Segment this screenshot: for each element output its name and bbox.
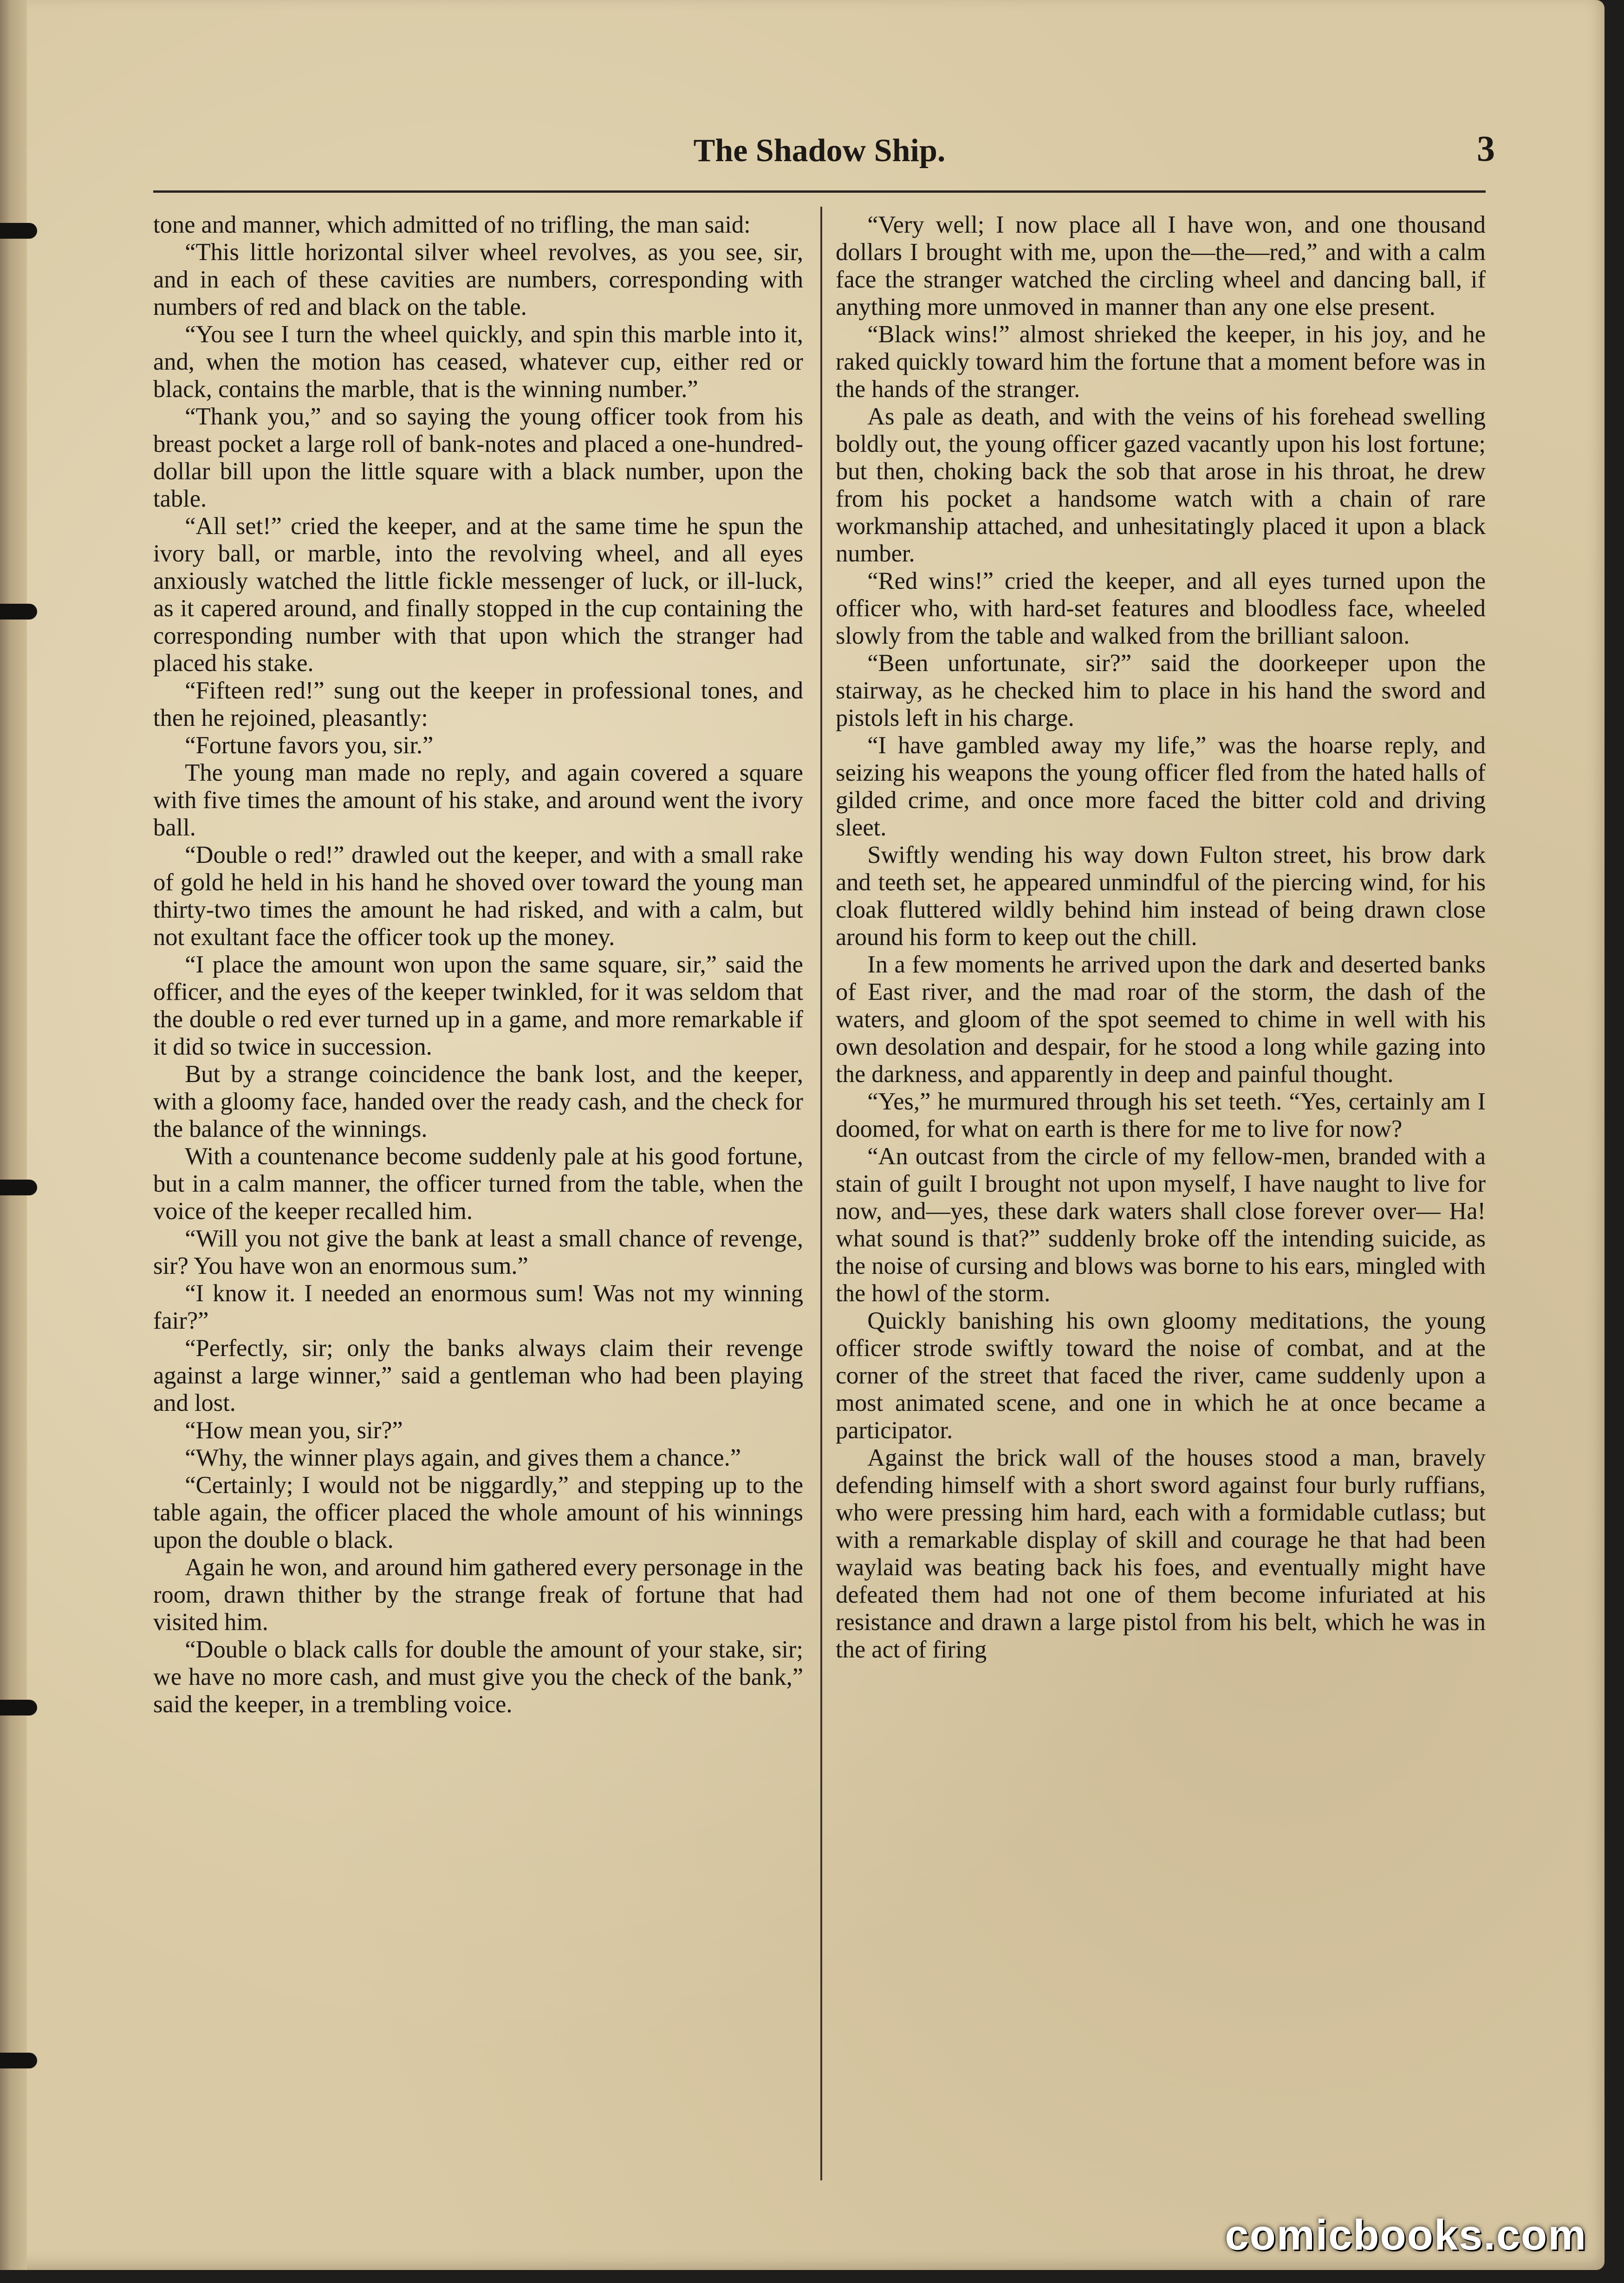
- paragraph: “Thank you,” and so saying the young officer took from his breast pocket a large roll of bank-notes and placed a one-hundred-dollar bill upon the little square with a black number, upon the table.: [153, 403, 803, 512]
- running-title: The Shadow Ship.: [693, 133, 946, 169]
- paragraph: But by a strange coincidence the bank lost, and the keeper, with a gloomy face, handed over the ready cash, and the check for the balance of the winnings.: [153, 1061, 803, 1142]
- paragraph: “You see I turn the wheel quickly, and spin this marble into it, and, when the motion has ceased, whatever cup, either red or black, contains the marble, that is the winning number.”: [153, 321, 803, 403]
- paragraph: “Double o red!” drawled out the keeper, and with a small rake of gold he held in his hand he shoved over toward the young man thirty-two times the amount he had risked, and with a calm, but not exultant face the officer took up the money.: [153, 841, 803, 951]
- paragraph: “Perfectly, sir; only the banks always claim their revenge against a large winner,” said a gentleman who had been playing and lost.: [153, 1335, 803, 1416]
- paragraph: “Black wins!” almost shrieked the keeper, in his joy, and he raked quickly toward him the fortune that a moment before was in the hands of the stranger.: [836, 321, 1486, 403]
- paragraph: Quickly banishing his own gloomy meditations, the young officer strode swiftly toward the noise of combat, and at the corner of the street that faced the river, came suddenly upon a most animated scene, and one in which he at once became a participator.: [836, 1307, 1486, 1444]
- paragraph: As pale as death, and with the veins of his forehead swelling boldly out, the young officer gazed vacantly upon his lost fortune; but then, choking back the sob that arose in his throat, he drew from his pocket a handsome watch with a chain of rare workmanship attached, and unhesitatingly placed it upon a black number.: [836, 403, 1486, 567]
- paragraph: “Fifteen red!” sung out the keeper in professional tones, and then he rejoined, pleasantly:: [153, 677, 803, 731]
- binding-staple: [0, 1700, 37, 1716]
- binding-spine: [0, 0, 27, 2270]
- paragraph: “Double o black calls for double the amount of your stake, sir; we have no more cash, and must give you the check of the bank,” said the keeper, in a trembling voice.: [153, 1636, 803, 1718]
- header-rule: [153, 190, 1486, 193]
- right-column: [836, 211, 1486, 2180]
- paragraph: “Certainly; I would not be niggardly,” and stepping up to the table again, the officer placed the whole amount of his winnings upon the double o black.: [153, 1472, 803, 1553]
- paragraph: “An outcast from the circle of my fellow-men, branded with a stain of guilt I brought not upon myself, I have naught to live for now, and—yes, these dark waters shall close forever over— Ha! what sound is that?” suddenly broke off the intending suicide, as the noise of cursing and blows was borne to his ears, mingled with the howl of the storm.: [836, 1143, 1486, 1307]
- paragraph: Swiftly wending his way down Fulton street, his brow dark and teeth set, he appeared unmindful of the piercing wind, for his cloak fluttered wildly behind him instead of being drawn close around his form to keep out the chill.: [836, 841, 1486, 951]
- paragraph: “I have gambled away my life,” was the hoarse reply, and seizing his weapons the young officer fled from the hated halls of gilded crime, and once more faced the bitter cold and driving sleet.: [836, 732, 1486, 841]
- binding-staple: [0, 2053, 37, 2068]
- paragraph: “Been unfortunate, sir?” said the doorkeeper upon the stairway, as he checked him to place in his hand the sword and pistols left in his charge.: [836, 650, 1486, 731]
- binding-staple: [0, 604, 37, 620]
- paragraph: “Very well; I now place all I have won, and one thousand dollars I brought with me, upon the—the—red,” and with a calm face the stranger watched the circling wheel and dancing ball, if anything more unmoved in manner than any one else present.: [836, 211, 1486, 320]
- paragraph: tone and manner, which admitted of no trifling, the man said:: [153, 211, 751, 238]
- watermark-logo: comicbooks.com: [1225, 2211, 1587, 2259]
- paragraph: Again he won, and around him gathered every personage in the room, drawn thither by the strange freak of fortune that had visited him.: [153, 1554, 803, 1636]
- paragraph: “I know it. I needed an enormous sum! Was not my winning fair?”: [153, 1280, 803, 1334]
- left-column: [153, 211, 803, 2180]
- page-number: 3: [1477, 128, 1495, 169]
- paragraph: “Red wins!” cried the keeper, and all eyes turned upon the officer who, with hard-set features and bloodless face, wheeled slowly from the table and walked from the brilliant saloon.: [836, 567, 1486, 649]
- paragraph: “How mean you, sir?”: [185, 1417, 403, 1444]
- paragraph: In a few moments he arrived upon the dark and deserted banks of East river, and the mad roar of the storm, the dash of the waters, and gloom of the spot seemed to chime in well with his own desolation and despair, for he stood a long while gazing into the darkness, and apparently in deep and painful thought.: [836, 951, 1486, 1088]
- paragraph: The young man made no reply, and again covered a square with five times the amount of his stake, and around went the ivory ball.: [153, 759, 803, 841]
- binding-staple: [0, 223, 37, 239]
- paragraph: “All set!” cried the keeper, and at the same time he spun the ivory ball, or marble, into the revolving wheel, and all eyes anxiously watched the little fickle messenger of luck, or ill-luck, as it capered around, and finally stopped in the cup containing the corresponding number with that upon which the stranger had placed his stake.: [153, 513, 803, 677]
- paragraph: With a countenance become suddenly pale at his good fortune, but in a calm manner, the officer turned from the table, when the voice of the keeper recalled him.: [153, 1143, 803, 1225]
- page-header: [153, 125, 1495, 176]
- column-divider: [820, 207, 822, 2180]
- paragraph: “Yes,” he murmured through his set teeth. “Yes, certainly am I doomed, for what on earth is there for me to live for now?: [836, 1088, 1486, 1142]
- paragraph: “Fortune favors you, sir.”: [185, 732, 434, 759]
- paragraph: “Will you not give the bank at least a small chance of revenge, sir? You have won an enormous sum.”: [153, 1225, 803, 1279]
- paragraph: Against the brick wall of the houses stood a man, bravely defending himself with a short sword against four burly ruffians, who were pressing him hard, each with a formidable cutlass; but with a remarkable display of skill and courage he that had been waylaid was beating back his foes, and eventually might have defeated them had not one of them become infuriated at his resistance and drawn a large pistol from his belt, which he was in the act of firing: [836, 1444, 1486, 1663]
- paragraph: “This little horizontal silver wheel revolves, as you see, sir, and in each of these cavities are numbers, corresponding with numbers of red and black on the table.: [153, 239, 803, 320]
- paragraph: “Why, the winner plays again, and gives them a chance.”: [185, 1444, 741, 1471]
- paragraph: “I place the amount won upon the same square, sir,” said the officer, and the eyes of the keeper twinkled, for it was seldom that the double o red ever turned up in a game, and more remarkable if it did so twice in succession.: [153, 951, 803, 1060]
- binding-staple: [0, 1180, 37, 1195]
